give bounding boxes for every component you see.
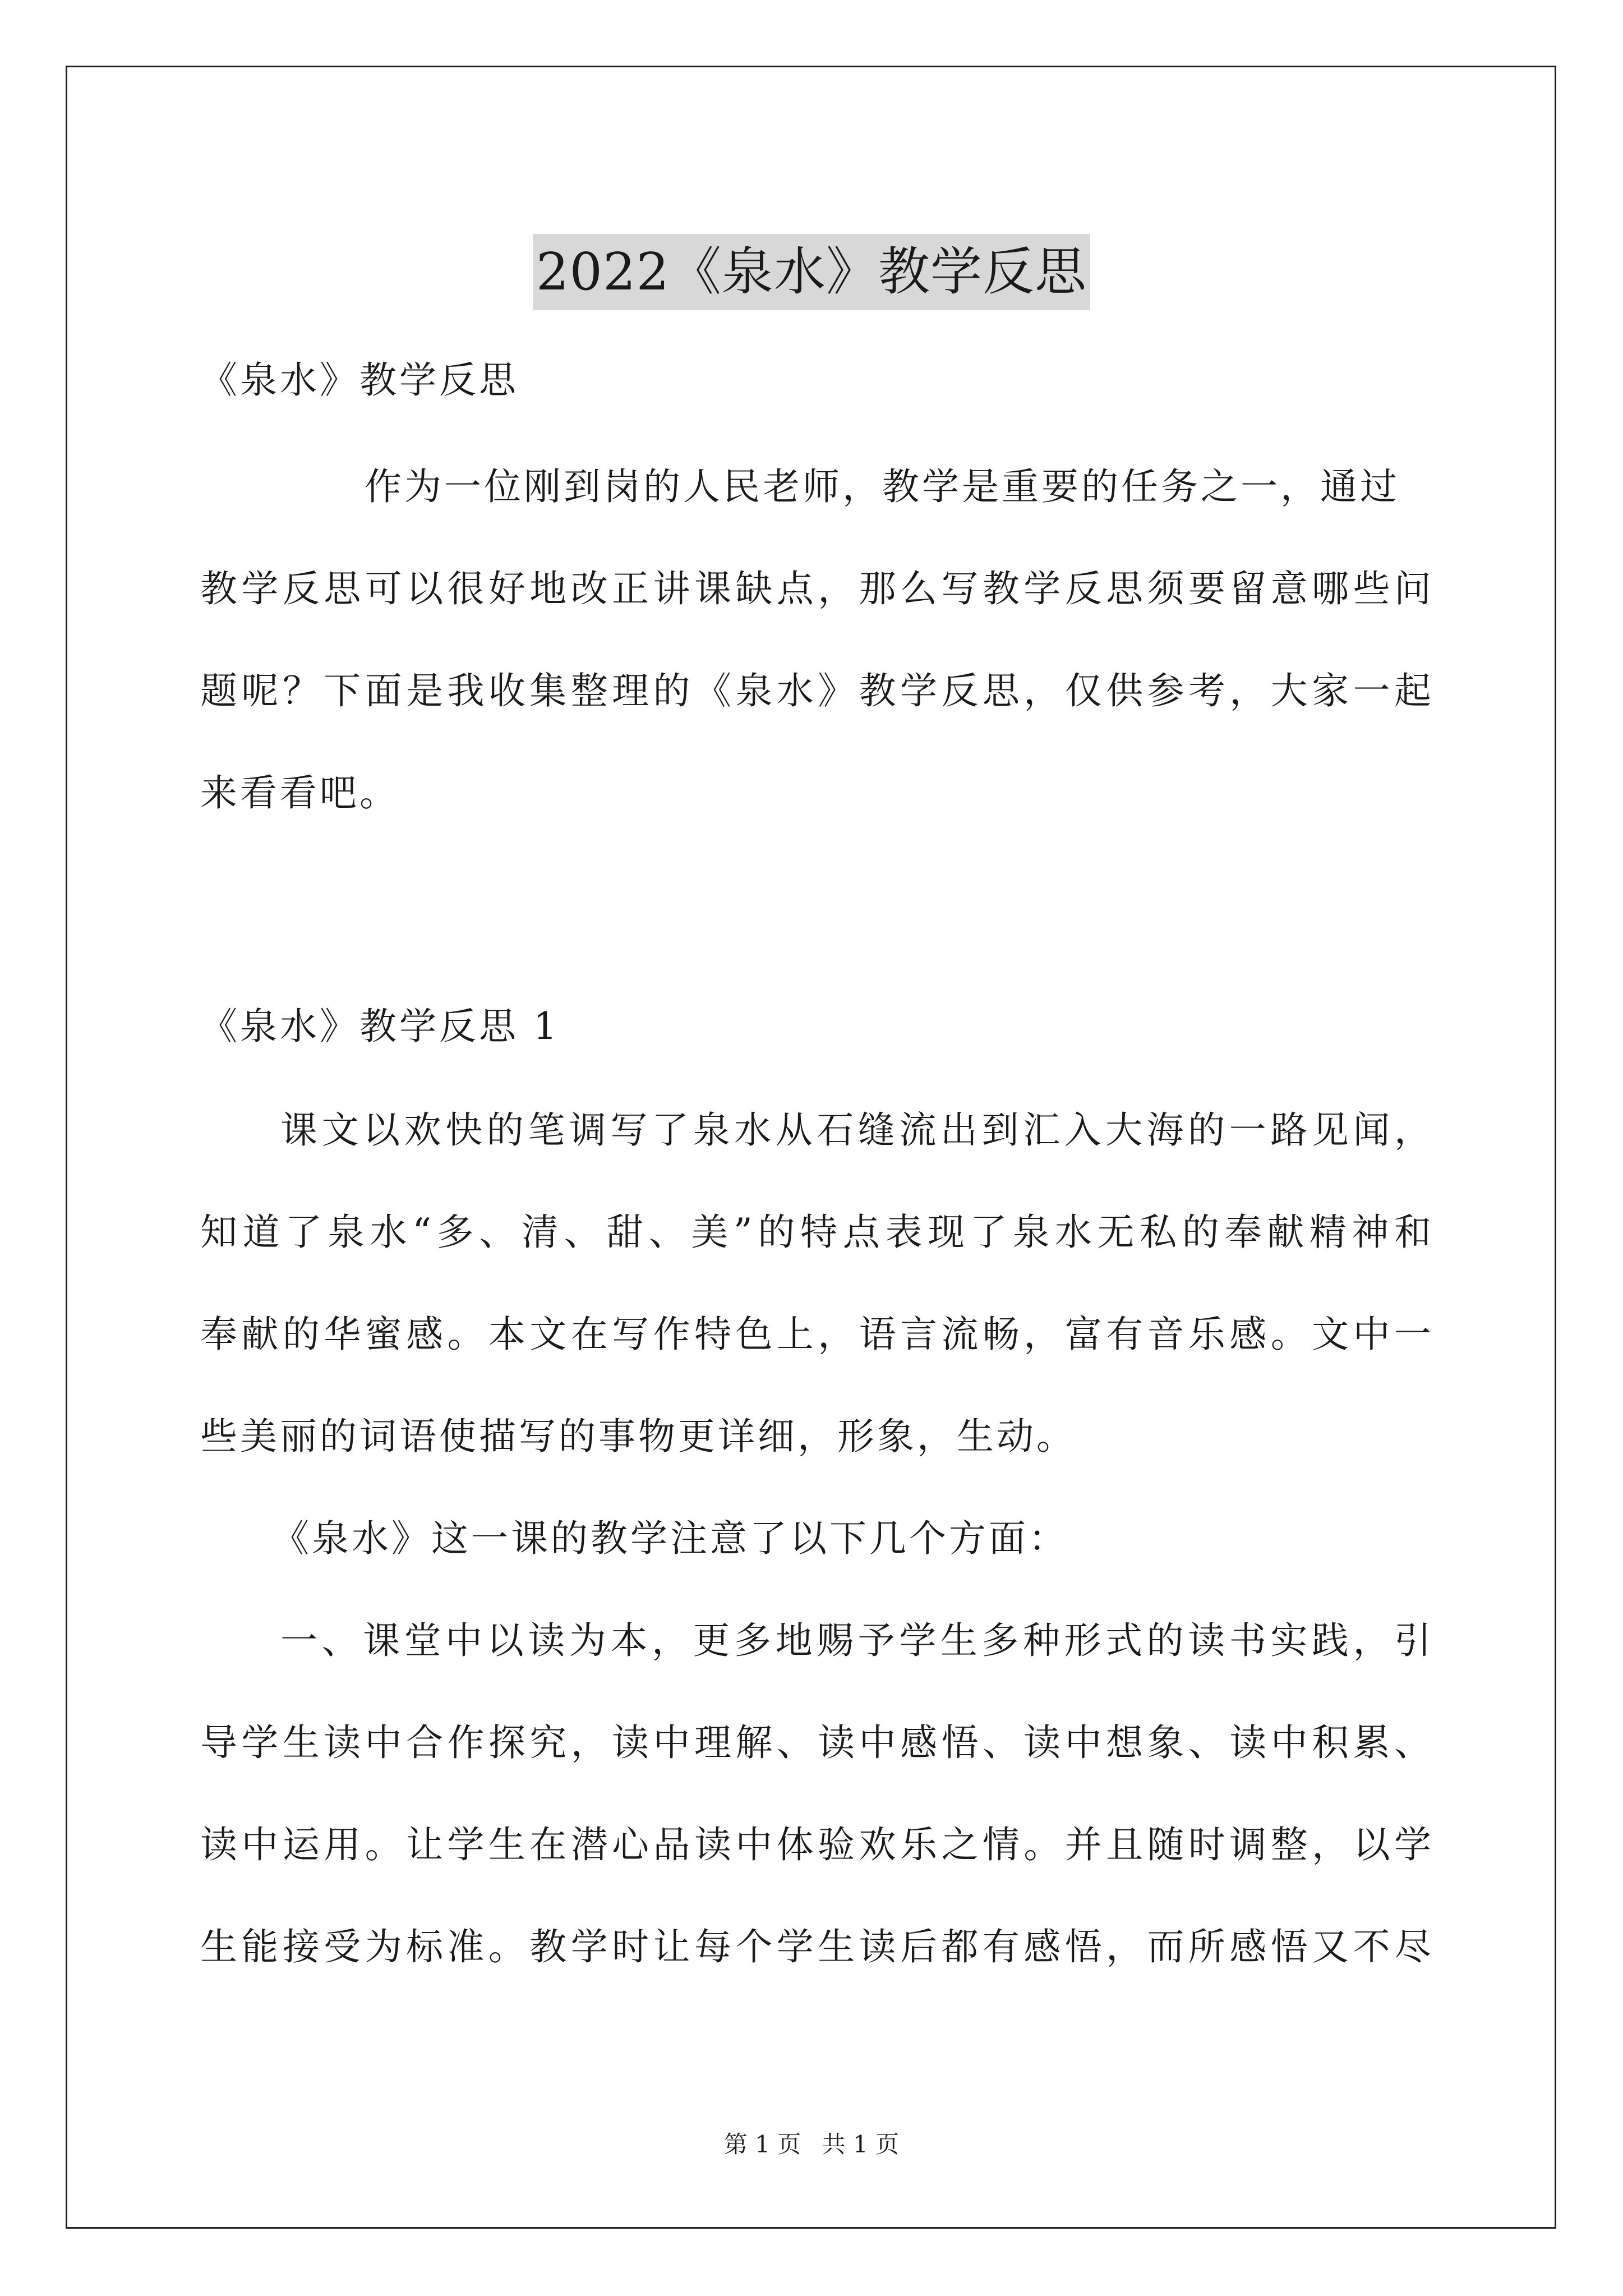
intro-line-3: 题呢？下面是我收集整理的《泉水》教学反思，仅供参考，大家一起 (200, 669, 1434, 712)
intro-line-1 (365, 460, 1434, 514)
para1-line-4: 些美丽的词语使描写的事物更详细，形象，生动。 (200, 1415, 1076, 1458)
para1-line-3: 奉献的华蜜感。本文在写作特色上，语言流畅，富有音乐感。文中一 (200, 1313, 1434, 1356)
page-number: 第 1 页 (723, 2131, 801, 2158)
para1-line-2: 知道了泉水“多、清、甜、美”的特点表现了泉水无私的奉献精神和 (200, 1211, 1434, 1254)
para3-line-3: 读中运用。让学生在潜心品读中体验欢乐之情。并且随时调整，以学 (200, 1823, 1434, 1866)
para3-line-4: 生能接受为标准。教学时让每个学生读后都有感悟，而所感悟又不尽 (200, 1925, 1434, 1968)
intro-line-2: 教学反思可以很好地改正讲课缺点，那么写教学反思须要留意哪些问 (200, 567, 1434, 610)
page-footer (0, 2128, 1623, 2161)
section-heading: 《泉水》教学反思 1 (200, 1005, 560, 1048)
page-total: 共 1 页 (822, 2131, 900, 2158)
intro-text-1: 作为一位刚到岗的人民老师，教学是重要的任务之一，通过 (365, 465, 1400, 508)
intro-line-4: 来看看吧。 (200, 771, 399, 815)
para3-line-1: 一、课堂中以读为本，更多地赐予学生多种形式的读书实践，引 (280, 1619, 1434, 1662)
para2-line: 《泉水》这一课的教学注意了以下几个方面： (272, 1517, 1068, 1560)
subtitle: 《泉水》教学反思 (200, 358, 519, 402)
para3-line-2: 导学生读中合作探究，读中理解、读中感悟、读中想象、读中积累、 (200, 1721, 1434, 1764)
document-title: 2022《泉水》教学反思 (533, 234, 1090, 310)
title-container (0, 199, 1623, 344)
para1-line-1: 课文以欢快的笔调写了泉水从石缝流出到汇入大海的一路见闻， (280, 1108, 1434, 1152)
